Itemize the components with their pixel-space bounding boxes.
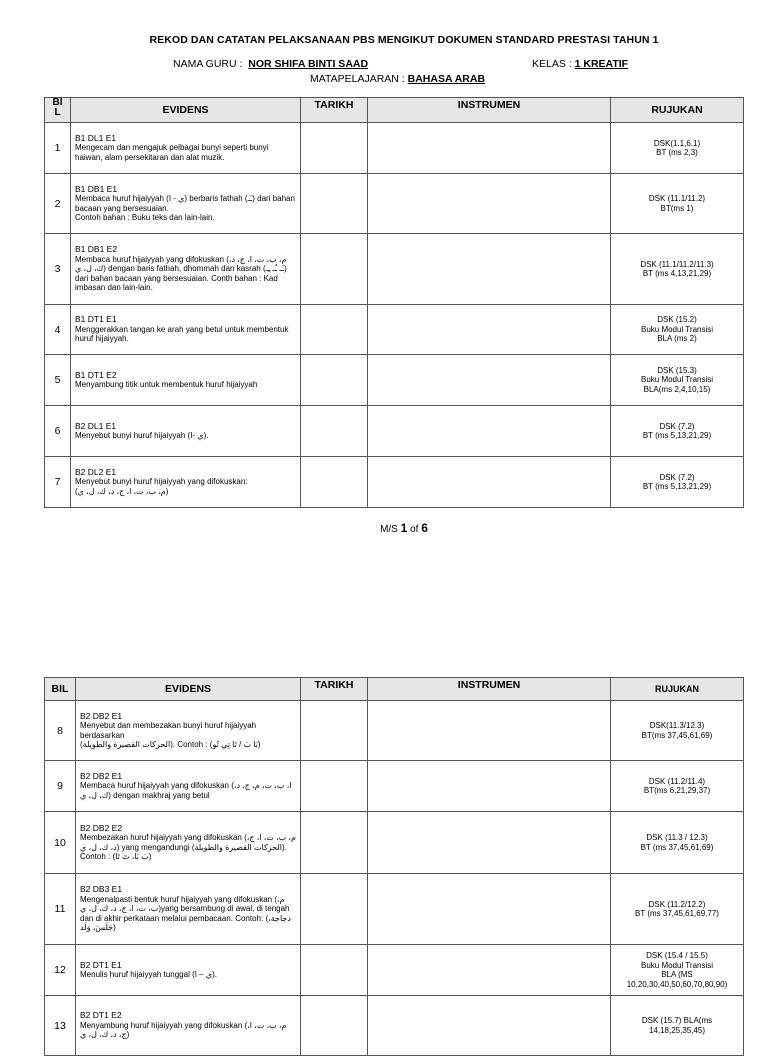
evidence-code: B2 DL2 E1 [75, 466, 117, 477]
teacher-label: NAMA GURU : [173, 58, 243, 70]
page-prefix: M/S [380, 524, 398, 535]
rujukan-cell: DSK (15.4 / 15.5) Buku Modul Transisi BLA (MS 10,20,30,40,50,60,70,80,90) [611, 945, 744, 996]
evidence-code: B2 DB2 E1 [80, 710, 123, 721]
rujukan-cell: DSK (11.2/11.4) BT(ms 6,21,29,37) [611, 761, 744, 812]
evidence-description: Menggerakkan tangan ke arah yang betul untuk membentuk huruf hijaiyyah. [75, 324, 289, 344]
evidence-cell [71, 234, 301, 305]
tarikh-cell[interactable] [301, 305, 368, 355]
evidence-code: B2 DB3 E1 [80, 884, 123, 895]
evidence-cell [76, 761, 301, 812]
subject-label: MATAPELAJARAN : [310, 73, 405, 85]
rujukan-cell: DSK (11.1/11.2/11.3) BT (ms 4,13,21,29) [611, 234, 744, 305]
class-name: 1 KREATIF [574, 58, 629, 70]
instrumen-cell[interactable] [368, 305, 611, 355]
table-row [45, 996, 744, 1056]
evidence-code: B2 DL1 E1 [75, 420, 117, 431]
tarikh-cell[interactable] [301, 996, 368, 1056]
tarikh-cell[interactable] [301, 874, 368, 945]
evidence-cell [76, 945, 301, 996]
evidence-description: Mengecam dan mengajuk pelbagai bunyi seperti bunyi haiwan, alam persekitaran dan alat muzik. [75, 143, 269, 162]
instrumen-cell[interactable] [368, 812, 611, 874]
row-number: 10 [45, 812, 76, 874]
table-row [45, 457, 744, 508]
evidence-cell [71, 406, 301, 457]
evidence-description: Mengenalpasti bentuk huruf hijaiyyah yang difokuskan (م، ب، ت، ا، ج، د، ك، ل، ي)yang bersambung di awal, di tengah dan di akhir perkataan melalui pembacaan. Contoh: (دجاجة، جَلَسَ، وَلَد) [80, 894, 291, 933]
table-header-row [45, 678, 744, 701]
evidence-table-page-2 [44, 677, 744, 1056]
instrumen-cell[interactable] [368, 874, 611, 945]
rujukan-cell: DSK (7.2) BT (ms 5,13,21,29) [611, 406, 744, 457]
row-number: 13 [45, 996, 76, 1056]
table-row [45, 234, 744, 305]
rujukan-cell: DSK (11.3 / 12.3) BT (ms 37,45,61,69) [611, 812, 744, 874]
row-number: 5 [45, 355, 71, 406]
header-rujukan: RUJUKAN [611, 98, 744, 123]
table-header-row [45, 98, 744, 123]
evidence-cell [71, 305, 301, 355]
evidence-description: Membaca huruf hijaiyyah (ي - ا) berbaris fathah (ـَـ) dari bahan bacaan yang bersesuaian. Contoh bahan : Buku teks dan lain-lain. [75, 194, 295, 222]
evidence-cell [76, 812, 301, 874]
class-field [532, 58, 628, 70]
evidence-table-page-1 [44, 97, 744, 508]
instrumen-cell[interactable] [368, 355, 611, 406]
page-total: 6 [421, 521, 428, 535]
evidence-description: Menyebut bunyi huruf hijaiyyah (ي -ا). [75, 431, 209, 440]
table-row [45, 701, 744, 761]
rujukan-cell: DSK (7.2) BT (ms 5,13,21,29) [611, 457, 744, 508]
header-tarikh: TARIKH [301, 98, 368, 123]
instrumen-cell[interactable] [368, 174, 611, 234]
document-title: REKOD DAN CATATAN PELAKSANAAN PBS MENGIKUT DOKUMEN STANDARD PRESTASI TAHUN 1 [149, 34, 659, 46]
table-row [45, 355, 744, 406]
rujukan-cell: DSK (15.7) BLA(ms 14,18,25,35,45) [611, 996, 744, 1056]
instrumen-cell[interactable] [368, 945, 611, 996]
class-label: KELAS : [532, 58, 572, 70]
evidence-description: Membaca huruf hijaiyyah yang difokuskan (م، ب، ت، ا، ج، د، ك، ل، ي) dengan baris fathah, dhommah dan kasrah (ـَـ ـُـ ـِـ) dari bahan bacaan yang bersesuaian. Conth bahan : Kad imbasan dan lain-lain. [75, 254, 287, 293]
evidence-description: Menyambung titik untuk membentuk huruf hijaiyyah [75, 380, 258, 389]
evidence-description: Menyambung huruf hijaiyyah yang difokuskan (م، ب، ت، ا، ج، د، ك، ل، ي) [80, 1020, 287, 1040]
rujukan-cell: DSK (15.2) Buku Modul Transisi BLA (ms 2) [611, 305, 744, 355]
evidence-description: Membezakan huruf hijaiyyah yang difokuskan (م، ب، ت، ا، ج، د، ك، ل، ي) yang mengandungi (الحركات القصيرة والطويلة). Contoh : (بَ بَا، تَ تَا) [80, 833, 296, 861]
subject-field [310, 73, 485, 85]
row-number: 1 [45, 123, 71, 174]
evidence-cell [71, 355, 301, 406]
page-current: 1 [400, 521, 408, 535]
table-row [45, 761, 744, 812]
instrumen-cell[interactable] [368, 761, 611, 812]
row-number: 9 [45, 761, 76, 812]
rujukan-cell: DSK(1.1,6.1) BT (ms 2,3) [611, 123, 744, 174]
evidence-cell [71, 174, 301, 234]
page-number [0, 521, 768, 535]
table-row [45, 874, 744, 945]
evidence-description: Menyebut dan membezakan bunyi huruf hijaiyyah berdasarkan (الحركات القصيرة والطويلة). Contoh : (بَا بَ / تَا تِي تُو) [80, 721, 261, 749]
header-bil: BIL [45, 678, 76, 701]
tarikh-cell[interactable] [301, 123, 368, 174]
evidence-cell [76, 701, 301, 761]
table-row [45, 123, 744, 174]
rujukan-cell: DSK (15.3) Buku Modul Transisi BLA(ms 2,4,10,15) [611, 355, 744, 406]
header-tarikh: TARIKH [301, 678, 368, 701]
instrumen-cell[interactable] [368, 123, 611, 174]
tarikh-cell[interactable] [301, 406, 368, 457]
evidence-cell [76, 874, 301, 945]
row-number: 2 [45, 174, 71, 234]
evidence-code: B2 DB2 E1 [80, 770, 123, 781]
teacher-field [173, 58, 368, 70]
instrumen-cell[interactable] [368, 234, 611, 305]
tarikh-cell[interactable] [301, 945, 368, 996]
evidence-code: B1 DL1 E1 [75, 132, 117, 143]
table-row [45, 305, 744, 355]
evidence-code: B2 DT1 E1 [80, 959, 122, 970]
instrumen-cell[interactable] [368, 406, 611, 457]
evidence-cell [76, 996, 301, 1056]
row-number: 11 [45, 874, 76, 945]
evidence-code: B1 DB1 E1 [75, 183, 118, 194]
teacher-name: NOR SHIFA BINTI SAAD [248, 58, 369, 70]
tarikh-cell[interactable] [301, 701, 368, 761]
tarikh-cell[interactable] [301, 457, 368, 508]
row-number: 3 [45, 234, 71, 305]
evidence-cell [71, 123, 301, 174]
evidence-code: B1 DT1 E1 [75, 314, 117, 325]
header-evidens: EVIDENS [76, 678, 301, 701]
instrumen-cell[interactable] [368, 996, 611, 1056]
evidence-code: B2 DB2 E2 [80, 822, 123, 833]
rujukan-cell: DSK (11.2/12.2) BT (ms 37,45,61,69,77) [611, 874, 744, 945]
header-rujukan: RUJUKAN [611, 678, 744, 701]
instrumen-cell[interactable] [368, 457, 611, 508]
header-instrumen: INSTRUMEN [368, 98, 611, 123]
page-of: of [410, 524, 419, 535]
evidence-cell [71, 457, 301, 508]
row-number: 8 [45, 701, 76, 761]
tarikh-cell[interactable] [301, 355, 368, 406]
tarikh-cell[interactable] [301, 234, 368, 305]
subject-name: BAHASA ARAB [407, 73, 486, 85]
table-row [45, 406, 744, 457]
instrumen-cell[interactable] [368, 701, 611, 761]
evidence-description: Membaca huruf hijaiyyah yang difokuskan (ا، ب، ت، م، ج، د، ك، ل، ي) dengan makhraj yang betul [80, 781, 292, 800]
evidence-code: B1 DT1 E2 [75, 369, 117, 380]
row-number: 12 [45, 945, 76, 996]
tarikh-cell[interactable] [301, 812, 368, 874]
evidence-code: B2 DT1 E2 [80, 1010, 122, 1021]
tarikh-cell[interactable] [301, 174, 368, 234]
header-evidens: EVIDENS [71, 98, 301, 123]
tarikh-cell[interactable] [301, 761, 368, 812]
table-row [45, 945, 744, 996]
header-bil: BI L [45, 98, 71, 123]
evidence-code: B1 DB1 E2 [75, 244, 118, 255]
header-instrumen: INSTRUMEN [368, 678, 611, 701]
row-number: 4 [45, 305, 71, 355]
row-number: 7 [45, 457, 71, 508]
rujukan-cell: DSK(11.3/12.3) BT(ms 37,45,61,69) [611, 701, 744, 761]
table-row [45, 174, 744, 234]
evidence-description: Menyebut bunyi huruf hijaiyyah yang difokuskan: (م، ب، ت، ا، ج، د، ك، ل، ي) [75, 477, 248, 496]
row-number: 6 [45, 406, 71, 457]
table-row [45, 812, 744, 874]
evidence-description: Menulis huruf hijaiyyah tunggal (ي – ا). [80, 970, 218, 979]
rujukan-cell: DSK (11.1/11.2) BT(ms 1) [611, 174, 744, 234]
